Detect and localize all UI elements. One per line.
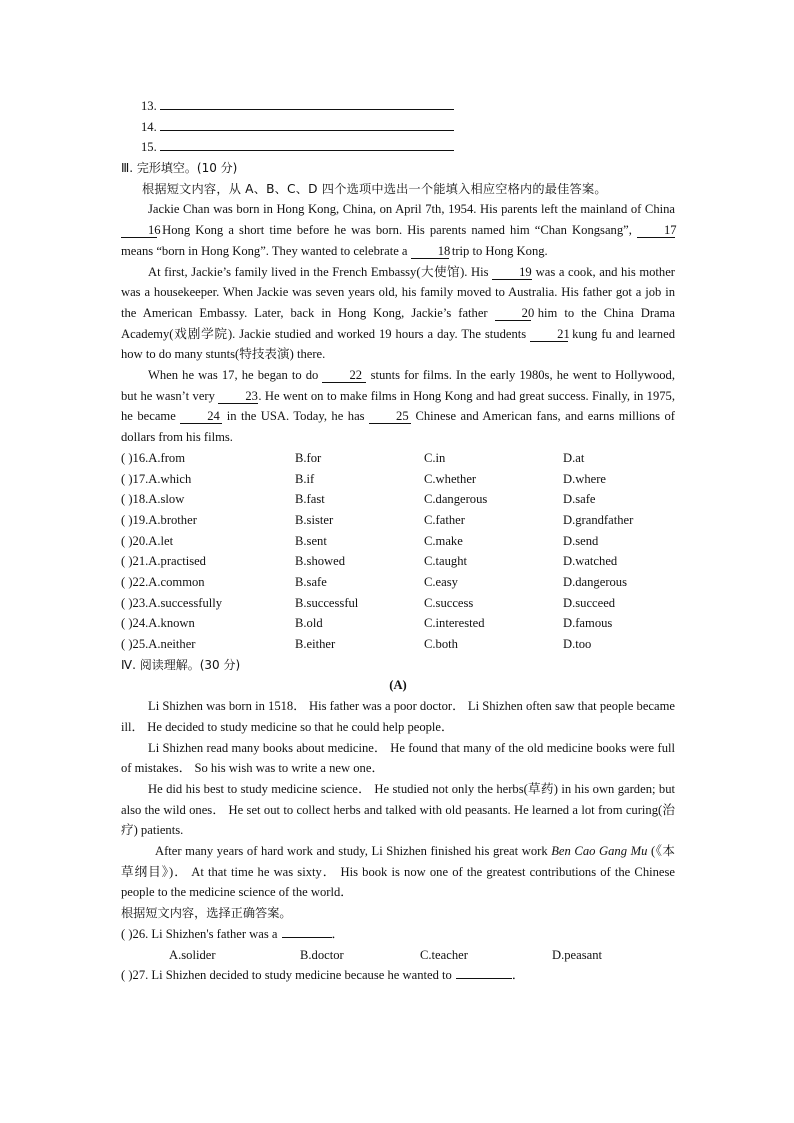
answer-rule <box>160 117 454 131</box>
blank-18[interactable]: 18 <box>411 244 449 259</box>
blank-19[interactable]: 19 <box>492 265 532 280</box>
cloze-paragraph-1: Jackie Chan was born in Hong Kong, China, on April 7th, 1954. His parents left the mainland of China 16 Hong Kong a short time before he was born. His parents named him “Chan Kongsang”, 17 means “born in Hong Kong”. They wanted to celebrate a 18 trip to Hong Kong. <box>121 202 677 258</box>
cloze-question-21[interactable]: ( )21.A.practised B.showed C.taught D.watched <box>121 554 618 569</box>
option-d[interactable]: D.peasant <box>552 947 603 962</box>
answer-rule <box>160 96 454 110</box>
reading-paragraph-1: Li Shizhen was born in 1518． His father was a poor doctor． Li Shizhen often saw that people became ill． He decided to study medicine so that he could help people． <box>121 699 675 734</box>
blank-17[interactable]: 17 <box>637 223 675 238</box>
cloze-paragraph-3: When he was 17, he began to do 22 stunts for films. In the early 1980s, he went to Hollywood, but he wasn’t very 23. He went on to make films in Hong Kong and had great success. Finally, in 1975, he became 24 in the USA. Today, he has 25 Chinese and American fans, and earns millions of dollars from his films. <box>121 368 676 445</box>
cloze-question-20[interactable]: ( )20.A.let B.sent C.make D.send <box>121 533 599 548</box>
blank-25[interactable]: 25 <box>369 409 411 424</box>
section4-heading: Ⅳ. 阅读理解。(30 分) <box>121 657 241 672</box>
answer-blank-27[interactable] <box>456 965 512 979</box>
answer-rule <box>160 137 454 151</box>
answer-number: 13. <box>141 99 157 113</box>
reading-paragraph-2: Li Shizhen read many books about medicine． He found that many of the old medicine books were full of mistakes． So his wish was to write a new one． <box>121 740 675 776</box>
passage-title: (A) <box>389 678 407 693</box>
answer-number: 14. <box>141 119 157 134</box>
cloze-question-18[interactable]: ( )18.A.slow B.fast C.dangerous D.safe <box>121 492 596 507</box>
cloze-question-23[interactable]: ( )23.A.successfully B.successful C.success D.succeed <box>121 595 616 610</box>
reading-paragraph-4: After many years of hard work and study, Li Shizhen finished his great work Ben Cao Gang Mu (《本草纲目》)． At that time he was sixty． His book is now one of the greatest contributions of the Chinese people to the medicine science of the world． <box>121 844 676 900</box>
answer-number: 15. <box>141 140 157 155</box>
cloze-paragraph-2: At first, Jackie’s family lived in the French Embassy(大使馆). His 19 was a cook, and his mother was a housekeeper. When Jackie was seven years old, his family moved to Australia. His father got a job in the American Embassy. Later, back in Hong Kong, Jackie’s father 20 him to the China Drama Academy(戏剧学院). Jackie studied and worked 19 hours a day. The students 21 kung fu and learned how to do many stunts(特技表演) there. <box>121 264 676 362</box>
option-b[interactable]: B.doctor <box>300 947 344 962</box>
cloze-question-19[interactable]: ( )19.A.brother B.sister C.father D.grandfather <box>121 512 634 527</box>
blank-21[interactable]: 21 <box>530 327 568 342</box>
cloze-question-list <box>121 448 675 655</box>
question-26-options <box>121 945 675 966</box>
blank-20[interactable]: 20 <box>495 306 531 321</box>
answer-line-15[interactable] <box>121 137 675 158</box>
option-c[interactable]: C.teacher <box>420 947 468 962</box>
section3-instruction: 根据短文内容，从 A、B、C、D 四个选项中选出一个能填入相应空格内的最佳答案。 <box>142 181 607 196</box>
answer-line-14[interactable] <box>121 117 675 138</box>
book-title: Ben Cao Gang Mu <box>551 844 648 859</box>
reading-instruction: 根据短文内容，选择正确答案。 <box>121 906 292 921</box>
blank-23[interactable]: 23 <box>218 389 258 404</box>
cloze-question-17[interactable]: ( )17.A.which B.if C.whether D.where <box>121 471 607 486</box>
cloze-question-25[interactable]: ( )25.A.neither B.either C.both D.too <box>121 637 592 652</box>
answer-line-13[interactable] <box>121 96 675 117</box>
cloze-question-22[interactable]: ( )22.A.common B.safe C.easy D.dangerous <box>121 575 628 589</box>
reading-paragraph-3: He did his best to study medicine science． He studied not only the herbs(草药) in his own garden; but also the wild ones． He set out to collect herbs and talked with old peasants. He learned a lot from curing(治疗) patients. <box>121 781 675 838</box>
blank-22[interactable]: 22 <box>322 368 366 383</box>
cloze-question-24[interactable]: ( )24.A.known B.old C.interested D.famous <box>121 616 613 631</box>
question-27[interactable]: ( )27. Li Shizhen decided to study medicine because he wanted to ． <box>121 965 675 986</box>
section3-heading: Ⅲ. 完形填空。(10 分) <box>121 161 238 176</box>
question-26[interactable]: ( )26. Li Shizhen's father was a ． <box>121 924 675 945</box>
blank-24[interactable]: 24 <box>180 409 222 424</box>
answer-blank-26[interactable] <box>282 924 332 938</box>
exam-page <box>121 96 675 986</box>
option-a[interactable]: A.solider <box>169 947 216 962</box>
blank-16[interactable]: 16 <box>121 223 157 238</box>
cloze-question-16[interactable]: ( )16.A.from B.for C.in D.at <box>121 450 585 465</box>
